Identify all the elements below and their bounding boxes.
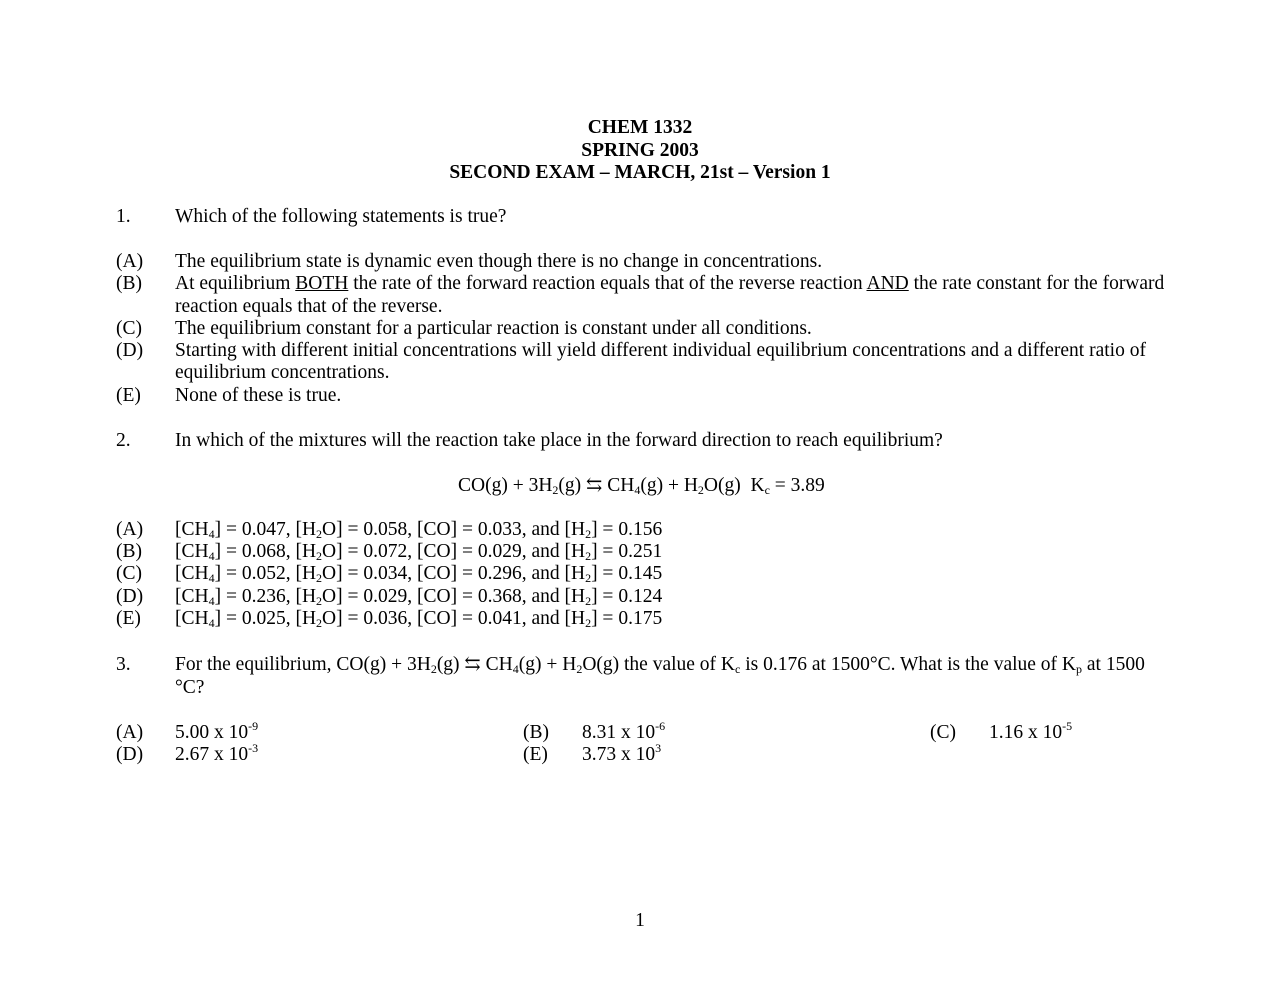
q3-c-value: 1.16 x $10^{-5}$ xyxy=(989,719,1073,743)
q3-b-value: 8.31 x $10^{-6}$ xyxy=(582,719,666,743)
q1-prompt: Which of the following statements is true? xyxy=(175,206,507,227)
q3-e-label: (E) xyxy=(523,744,548,765)
q1-b-continuation: reaction equals that of the reverse. xyxy=(175,296,443,317)
q1-c-text: The equilibrium constant for a particular reaction is constant under all conditions. xyxy=(175,318,812,339)
term-title: SPRING 2003 xyxy=(581,140,699,161)
q1-d-continuation: equilibrium concentrations. xyxy=(175,362,390,383)
q3-c-label: (C) xyxy=(930,722,956,743)
q3-prompt: For the equilibrium, $CO(g) + 3H_2(g)$ ⇆ $CH_4(g) + H_2O(g)$ the value of $K_c$ is 0.176 at 1500°C. What is the value of $K_p$ at 1500 xyxy=(175,654,1145,676)
q2-c-text: $[CH_4] = 0.052$, $[H_2O] = 0.034$, [CO] = 0.296, and $[H_2] = 0.145$ xyxy=(175,563,663,585)
q3-number: 3. xyxy=(116,654,131,675)
q1-b-text: At equilibrium BOTH the rate of the forward reaction equals that of the reverse reaction AND the rate constant for the forward xyxy=(175,273,1165,294)
q2-d-label: (D) xyxy=(116,586,144,607)
q1-a-text: The equilibrium state is dynamic even though there is no change in concentrations. xyxy=(175,251,823,272)
q3-e-value: 3.73 x $10^3$ xyxy=(582,741,662,765)
q3-prompt-continuation: °C? xyxy=(175,677,205,698)
q2-e-label: (E) xyxy=(116,608,141,629)
q3-d-label: (D) xyxy=(116,744,144,765)
exam-title: SECOND EXAM – MARCH, 21st – Version 1 xyxy=(449,162,831,183)
q2-prompt: In which of the mixtures will the reaction take place in the forward direction to reach equilibrium? xyxy=(175,430,943,451)
emphasis-and: AND xyxy=(866,273,909,294)
q1-c-label: (C) xyxy=(116,318,142,339)
q2-equation: $CO(g) + 3H_2(g)$ ⇆ $CH_4(g) + H_2O(g) K_c = 3.89$ xyxy=(458,475,825,497)
q1-e-text: None of these is true. xyxy=(175,385,342,406)
q3-b-label: (B) xyxy=(523,722,549,743)
q3-a-value: 5.00 x $10^{-9}$ xyxy=(175,719,259,743)
q2-c-label: (C) xyxy=(116,563,142,584)
q3-a-label: (A) xyxy=(116,722,144,743)
q2-b-label: (B) xyxy=(116,541,142,562)
q3-d-value: 2.67 x $10^{-3}$ xyxy=(175,741,259,765)
q2-d-text: $[CH_4] = 0.236$, $[H_2O] = 0.029$, [CO] = 0.368, and $[H_2] = 0.124$ xyxy=(175,586,663,608)
q2-b-text: $[CH_4] = 0.068$, $[H_2O] = 0.072$, [CO] = 0.029, and $[H_2] = 0.251$ xyxy=(175,541,663,563)
q2-a-label: (A) xyxy=(116,519,144,540)
q2-number: 2. xyxy=(116,430,131,451)
emphasis-both: BOTH xyxy=(295,273,349,294)
q1-e-label: (E) xyxy=(116,385,141,406)
q2-e-text: $[CH_4] = 0.025$, $[H_2O] = 0.036$, [CO] = 0.041, and $[H_2] = 0.175$ xyxy=(175,608,663,630)
q2-a-text: $[CH_4] = 0.047$, $[H_2O] = 0.058$, [CO] = 0.033, and $[H_2] = 0.156$ xyxy=(175,519,663,541)
q1-a-label: (A) xyxy=(116,251,144,272)
q1-d-text: Starting with different initial concentrations will yield different individual equilibrium concentrations and a different ratio of xyxy=(175,340,1146,361)
q2-kc-value: 3.89 xyxy=(790,475,825,496)
q1-number: 1. xyxy=(116,206,131,227)
page-number: 1 xyxy=(635,910,645,931)
q1-d-label: (D) xyxy=(116,340,144,361)
q1-b-label: (B) xyxy=(116,273,142,294)
course-title: CHEM 1332 xyxy=(587,117,693,138)
